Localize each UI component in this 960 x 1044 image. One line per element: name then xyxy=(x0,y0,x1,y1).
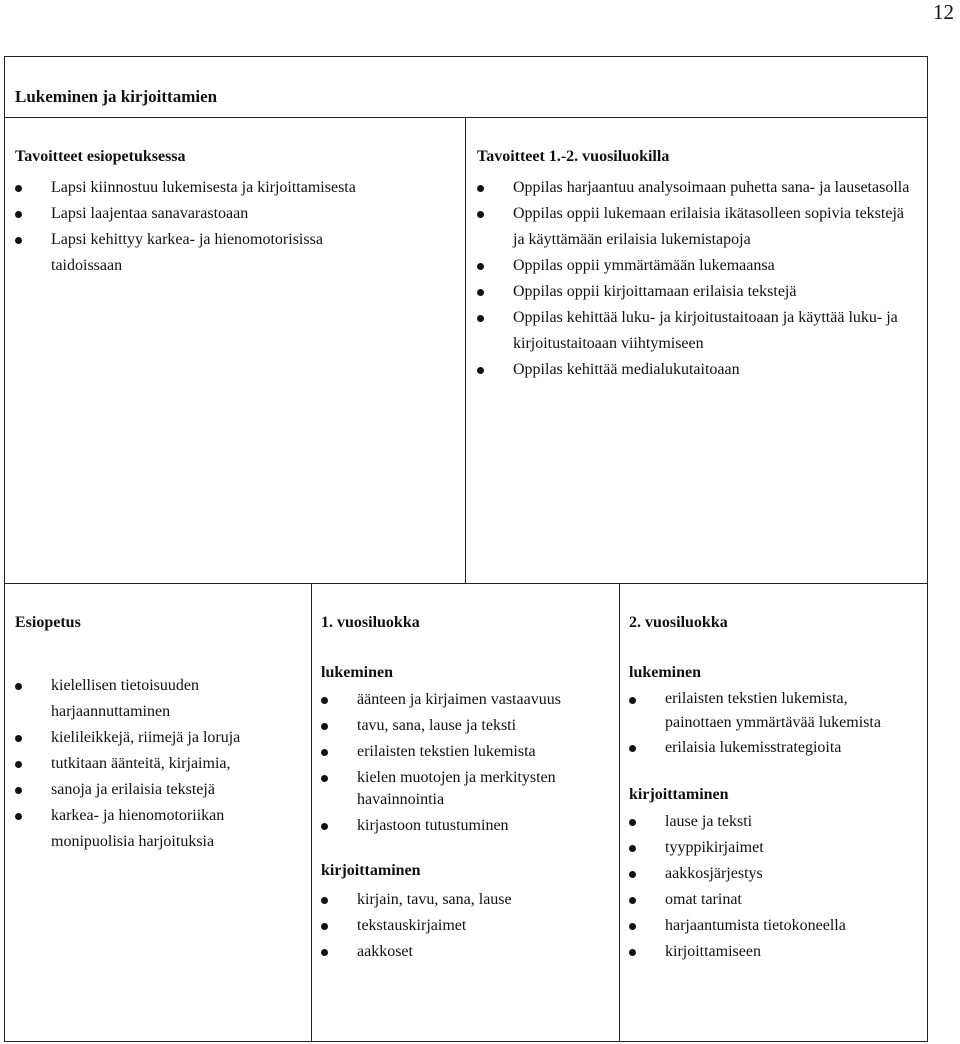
grades12-goals-heading: Tavoitteet 1.-2. vuosiluokilla xyxy=(477,148,670,165)
grade-column-divider xyxy=(619,583,620,1041)
grade1-heading: 1. vuosiluokka xyxy=(321,614,420,631)
bullet-icon xyxy=(629,897,636,904)
grade1-writing-label: kirjoittaminen xyxy=(321,862,421,879)
list-item: Oppilas kehittää luku- ja kirjoitustaitoaan ja käyttää luku- ja kirjoitustaitoaan viihtymiseen xyxy=(477,305,917,357)
title-divider xyxy=(5,117,927,118)
list-item: karkea- ja hienomotoriikan monipuolisia harjoituksia xyxy=(15,803,305,855)
grades12-goals-list xyxy=(477,175,917,383)
bullet-icon xyxy=(15,761,22,768)
preschool-goals-cell xyxy=(15,147,455,279)
bullet-icon xyxy=(15,813,22,820)
bullet-icon xyxy=(629,845,636,852)
bullet-icon xyxy=(629,697,636,704)
grade2-reading-list xyxy=(629,687,919,761)
bullet-icon xyxy=(321,749,328,756)
table-title: Lukeminen ja kirjoittamien xyxy=(15,87,218,106)
bullet-icon xyxy=(629,819,636,826)
table-title-cell xyxy=(15,87,217,107)
esiopetus-list xyxy=(15,673,305,855)
list-item: aakkosjärjestys xyxy=(629,861,919,887)
grade1-reading-label: lukeminen xyxy=(321,664,394,681)
bullet-icon xyxy=(321,723,328,730)
list-item: erilaisten tekstien lukemista, painottaen ymmärtävää lukemista xyxy=(629,687,919,735)
bullet-icon xyxy=(629,923,636,930)
section-divider xyxy=(5,583,927,584)
bullet-icon xyxy=(477,263,484,270)
preschool-goals-list xyxy=(15,175,455,279)
list-item: Oppilas harjaantuu analysoimaan puhetta sana- ja lausetasolla xyxy=(477,175,917,201)
bullet-icon xyxy=(15,237,22,244)
list-item: tyyppikirjaimet xyxy=(629,835,919,861)
bullet-icon xyxy=(629,871,636,878)
grade1-writing-list xyxy=(321,887,613,965)
list-item: erilaisia lukemisstrategioita xyxy=(629,735,919,761)
list-item: tutkitaan äänteitä, kirjaimia, xyxy=(15,751,305,777)
list-item: Lapsi laajentaa sanavarastoaan xyxy=(15,201,455,227)
list-item: Oppilas oppii ymmärtämään lukemaansa xyxy=(477,253,917,279)
list-item: kirjoittamiseen xyxy=(629,939,919,965)
list-item: kielellisen tietoisuuden harjaannuttaminen xyxy=(15,673,305,725)
bullet-icon xyxy=(321,897,328,904)
esiopetus-cell xyxy=(15,613,305,855)
grade2-heading: 2. vuosiluokka xyxy=(629,614,728,631)
list-item: Lapsi kiinnostuu lukemisesta ja kirjoittamisesta xyxy=(15,175,455,201)
list-item: tavu, sana, lause ja teksti xyxy=(321,713,613,739)
bullet-icon xyxy=(477,211,484,218)
list-item: lause ja teksti xyxy=(629,809,919,835)
list-item: sanoja ja erilaisia tekstejä xyxy=(15,777,305,803)
bullet-icon xyxy=(321,823,328,830)
grade1-cell xyxy=(321,613,613,965)
list-item: kirjastoon tutustuminen xyxy=(321,813,613,839)
list-item: Oppilas oppii lukemaan erilaisia ikätasolleen sopivia tekstejä ja käyttämään erilaisia lukemistapoja xyxy=(477,201,917,253)
grade2-writing-label: kirjoittaminen xyxy=(629,786,729,803)
grade2-reading-label: lukeminen xyxy=(629,664,702,681)
list-item: aakkoset xyxy=(321,939,613,965)
page-number: 12 xyxy=(933,0,954,24)
bullet-icon xyxy=(477,315,484,322)
grade2-writing-list xyxy=(629,809,919,965)
bullet-icon xyxy=(477,185,484,192)
list-item: kielileikkejä, riimejä ja loruja xyxy=(15,725,305,751)
grades12-goals-cell xyxy=(477,147,917,383)
goals-column-divider xyxy=(465,117,466,583)
list-item: tekstauskirjaimet xyxy=(321,913,613,939)
bullet-icon xyxy=(15,185,22,192)
bullet-icon xyxy=(15,683,22,690)
bullet-icon xyxy=(15,211,22,218)
list-item: kielen muotojen ja merkitysten havainnointia xyxy=(321,765,613,813)
bullet-icon xyxy=(321,949,328,956)
list-item: Oppilas kehittää medialukutaitoaan xyxy=(477,357,917,383)
list-item: Lapsi kehittyy karkea- ja hienomotorisissa taidoissaan xyxy=(15,227,455,279)
esiopetus-column-divider xyxy=(311,583,312,1041)
bullet-icon xyxy=(477,289,484,296)
grade1-reading-list xyxy=(321,687,613,839)
bullet-icon xyxy=(629,949,636,956)
list-item: erilaisten tekstien lukemista xyxy=(321,739,613,765)
curriculum-table xyxy=(4,56,928,1042)
bullet-icon xyxy=(321,697,328,704)
grade2-cell xyxy=(629,613,919,965)
bullet-icon xyxy=(15,787,22,794)
list-item: Oppilas oppii kirjoittamaan erilaisia tekstejä xyxy=(477,279,917,305)
bullet-icon xyxy=(15,735,22,742)
list-item: kirjain, tavu, sana, lause xyxy=(321,887,613,913)
list-item: harjaantumista tietokoneella xyxy=(629,913,919,939)
bullet-icon xyxy=(321,775,328,782)
list-item: omat tarinat xyxy=(629,887,919,913)
list-item: äänteen ja kirjaimen vastaavuus xyxy=(321,687,613,713)
bullet-icon xyxy=(321,923,328,930)
bullet-icon xyxy=(629,745,636,752)
preschool-goals-heading: Tavoitteet esiopetuksessa xyxy=(15,148,186,165)
esiopetus-heading: Esiopetus xyxy=(15,614,81,631)
bullet-icon xyxy=(477,367,484,374)
